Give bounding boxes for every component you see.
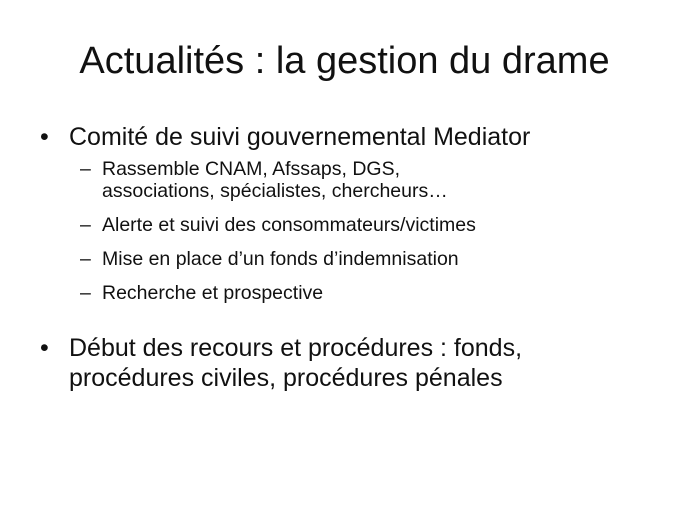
sub-bullet-text: Recherche et prospective <box>102 282 324 304</box>
bullet-marker: • <box>40 334 49 362</box>
dash-marker: – <box>80 248 91 270</box>
sub-bullet-item-rassemble <box>80 158 670 202</box>
bullet-item-comite <box>40 122 670 304</box>
sub-bullet-text-line2: associations, spécialistes, chercheurs… <box>102 180 448 202</box>
sub-bullet-list <box>69 158 670 304</box>
bullet-text-line1: Début des recours et procédures : fonds, <box>69 334 523 362</box>
sub-bullet-item-recherche <box>80 282 670 304</box>
dash-marker: – <box>80 214 91 236</box>
bullet-list <box>40 122 670 393</box>
bullet-text: Comité de suivi gouvernemental Mediator <box>69 123 531 151</box>
sub-bullet-text-line1: Rassemble CNAM, Afssaps, DGS, <box>102 158 401 180</box>
sub-bullet-text: Mise en place d’un fonds d’indemnisation <box>102 248 459 270</box>
bullet-marker: • <box>40 123 49 151</box>
bullet-text-line2: procédures civiles, procédures pénales <box>69 364 503 392</box>
sub-bullet-text: Alerte et suivi des consommateurs/victimes <box>102 214 476 236</box>
dash-marker: – <box>80 158 91 180</box>
dash-marker: – <box>80 282 91 304</box>
bullet-item-recours <box>40 333 670 393</box>
slide-title: Actualités : la gestion du drame <box>79 40 610 82</box>
sub-bullet-item-fonds <box>80 248 670 270</box>
sub-bullet-item-alerte <box>80 214 670 236</box>
